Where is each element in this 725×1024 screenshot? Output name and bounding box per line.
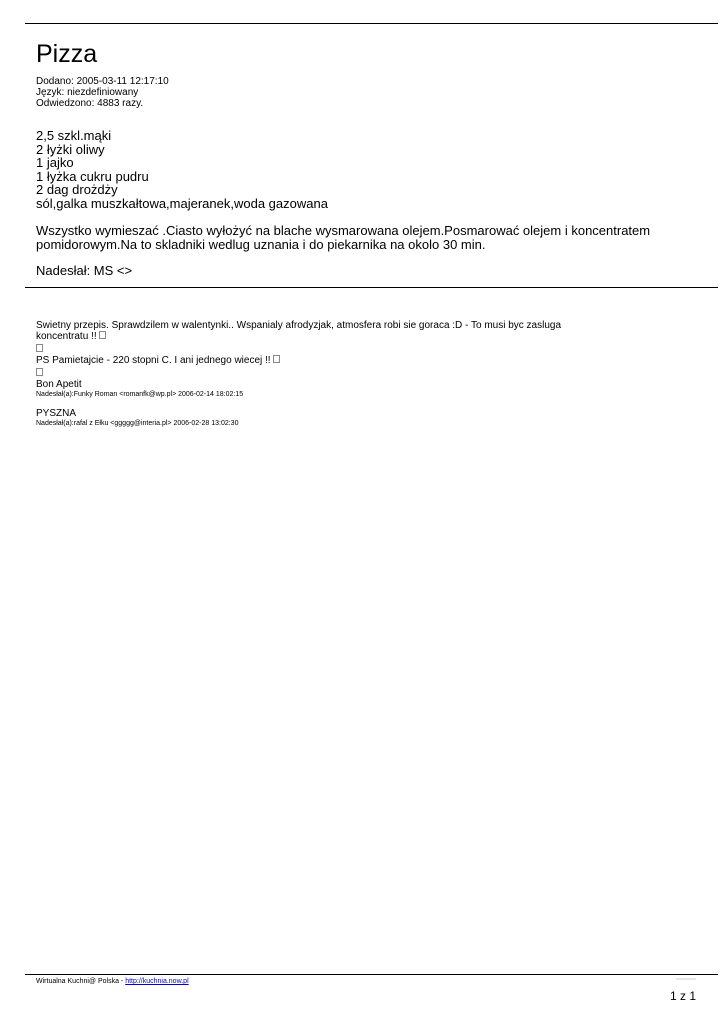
comment-signature: Nadesłał(a):Funky Roman <romanfk@wp.pl> 2006-02-14 18:02:15 bbox=[36, 391, 244, 398]
footer-site-link[interactable]: http://kuchnia.now.pl bbox=[125, 978, 189, 985]
date-added: Dodano: 2005-03-11 12:17:10 bbox=[36, 76, 169, 87]
comment bbox=[36, 320, 676, 399]
comment-text: Bon Apetit bbox=[36, 379, 82, 390]
recipe-author: Nadesłał: MS <> bbox=[36, 263, 133, 278]
comments-section bbox=[36, 320, 676, 428]
visit-count: Odwiedzono: 4883 razy. bbox=[36, 98, 144, 109]
ingredient-item: 2,5 szkl.mąki bbox=[36, 128, 112, 143]
comment-text-line bbox=[36, 355, 676, 366]
ingredient-list bbox=[36, 129, 328, 210]
recipe-title: Pizza bbox=[36, 40, 98, 68]
language: Język: niezdefiniowany bbox=[36, 87, 139, 98]
faint-mark bbox=[676, 978, 696, 980]
footer bbox=[36, 977, 189, 986]
ingredient-item: 1 łyżka cukru pudru bbox=[36, 168, 149, 184]
recipe-instructions: Wszystko wymieszać .Ciasto wyłożyć na blache wysmarowana olejem.Posmarować olejem i koncentratem pomidorowym.Na to skladniki wedlug uznania i do piekarnika na okolo 30 min. bbox=[36, 223, 651, 252]
comment-text: PYSZNA bbox=[36, 408, 77, 419]
footer-divider bbox=[25, 974, 718, 975]
missing-glyph-icon bbox=[99, 331, 106, 339]
top-divider bbox=[25, 23, 718, 24]
recipe-meta bbox=[36, 76, 169, 109]
comment bbox=[36, 408, 676, 428]
footer-site-name: Wirtualna Kuchni@ Polska - bbox=[36, 978, 126, 985]
comment-text-line bbox=[36, 331, 676, 342]
missing-glyph-icon bbox=[36, 344, 43, 352]
missing-glyph-icon bbox=[36, 368, 43, 376]
comment-signature: Nadesłał(a):rafal z Ełku <ggggg@interia.pl> 2006-02-28 13:02:30 bbox=[36, 420, 239, 427]
comment-text: koncentratu !! bbox=[36, 331, 97, 342]
ingredient-item: 2 łyżki oliwy bbox=[36, 141, 105, 157]
page-number: 1 z 1 bbox=[669, 989, 696, 1003]
section-divider bbox=[25, 287, 718, 288]
missing-glyph-icon bbox=[273, 355, 280, 363]
comment-text: Swietny przepis. Sprawdzilem w walentynki.. Wspanialy afrodyzjak, atmosfera robi sie goraca :D - To musi byc zasluga bbox=[36, 320, 562, 331]
ingredient-item: 1 jajko bbox=[36, 155, 74, 170]
comment-text: PS Pamietajcie - 220 stopni C. I ani jednego wiecej !! bbox=[36, 355, 271, 366]
ingredient-item: 2 dag drożdży bbox=[36, 182, 118, 197]
ingredient-item: sól,galka muszkałtowa,majeranek,woda gazowana bbox=[36, 195, 328, 211]
